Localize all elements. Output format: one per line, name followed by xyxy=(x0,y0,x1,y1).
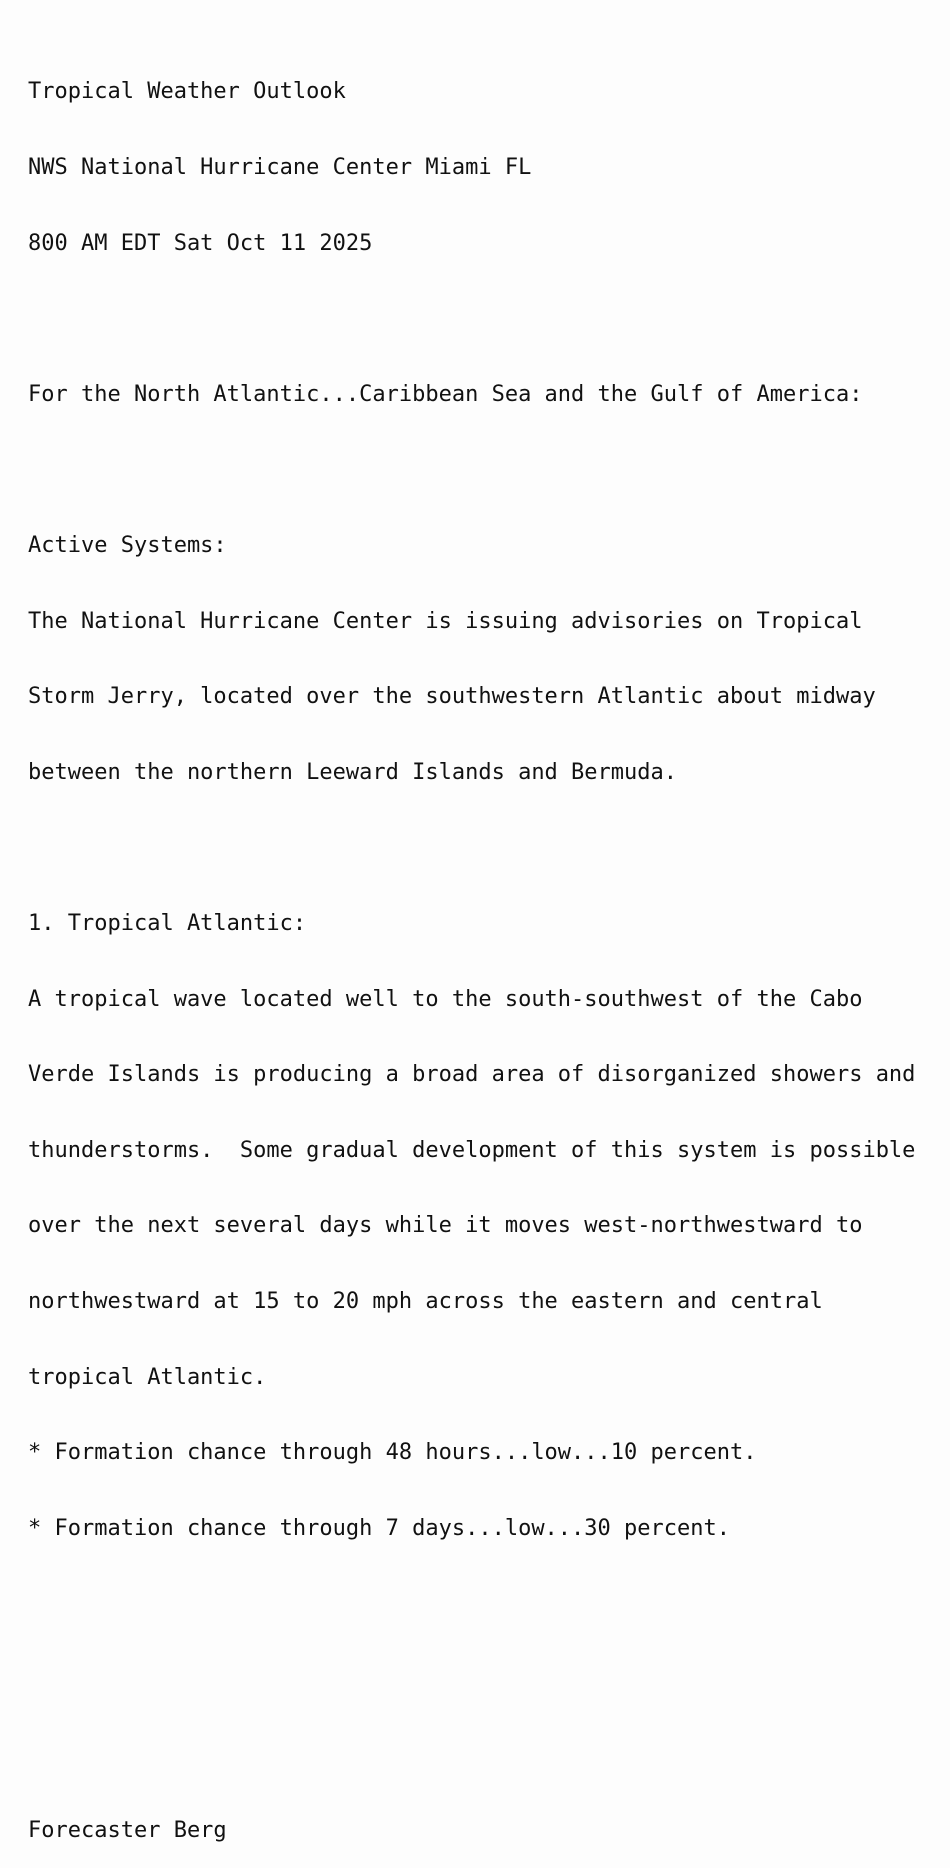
disturbance-text: over the next several days while it moves west-northwestward to xyxy=(28,1213,863,1239)
disturbance-text: tropical Atlantic. xyxy=(28,1364,267,1390)
disturbance-text: Verde Islands is producing a broad area of disorganized showers and xyxy=(28,1062,916,1088)
blank-line xyxy=(28,835,915,860)
active-systems-text: between the northern Leeward Islands and Bermuda. xyxy=(28,759,678,785)
disturbance-heading: 1. Tropical Atlantic: xyxy=(28,910,307,936)
formation-chance-48h: * Formation chance through 48 hours...low...10 percent. xyxy=(28,1440,757,1466)
active-systems-heading: Active Systems: xyxy=(28,532,227,558)
outlook-title: Tropical Weather Outlook xyxy=(28,79,346,105)
blank-line xyxy=(28,306,915,331)
tropical-weather-outlook xyxy=(28,29,915,1868)
issuing-office: NWS National Hurricane Center Miami FL xyxy=(28,155,532,180)
blank-line xyxy=(28,457,915,482)
disturbance-text: A tropical wave located well to the south-southwest of the Cabo xyxy=(28,986,863,1012)
blank-line xyxy=(28,1591,915,1616)
active-systems-text: The National Hurricane Center is issuing advisories on Tropical xyxy=(28,608,863,634)
blank-line xyxy=(28,1742,915,1767)
region-statement: For the North Atlantic...Caribbean Sea and the Gulf of America: xyxy=(28,381,863,407)
disturbance-text: northwestward at 15 to 20 mph across the eastern and central xyxy=(28,1288,823,1314)
issue-time: 800 AM EDT Sat Oct 11 2025 xyxy=(28,230,373,256)
formation-chance-7d: * Formation chance through 7 days...low...30 percent. xyxy=(28,1515,730,1541)
active-systems-text: Storm Jerry, located over the southwestern Atlantic about midway xyxy=(28,684,876,710)
disturbance-text: thunderstorms. Some gradual development of this system is possible xyxy=(28,1137,916,1163)
blank-line xyxy=(28,1667,915,1692)
forecaster-signature: Forecaster Berg xyxy=(28,1818,227,1844)
